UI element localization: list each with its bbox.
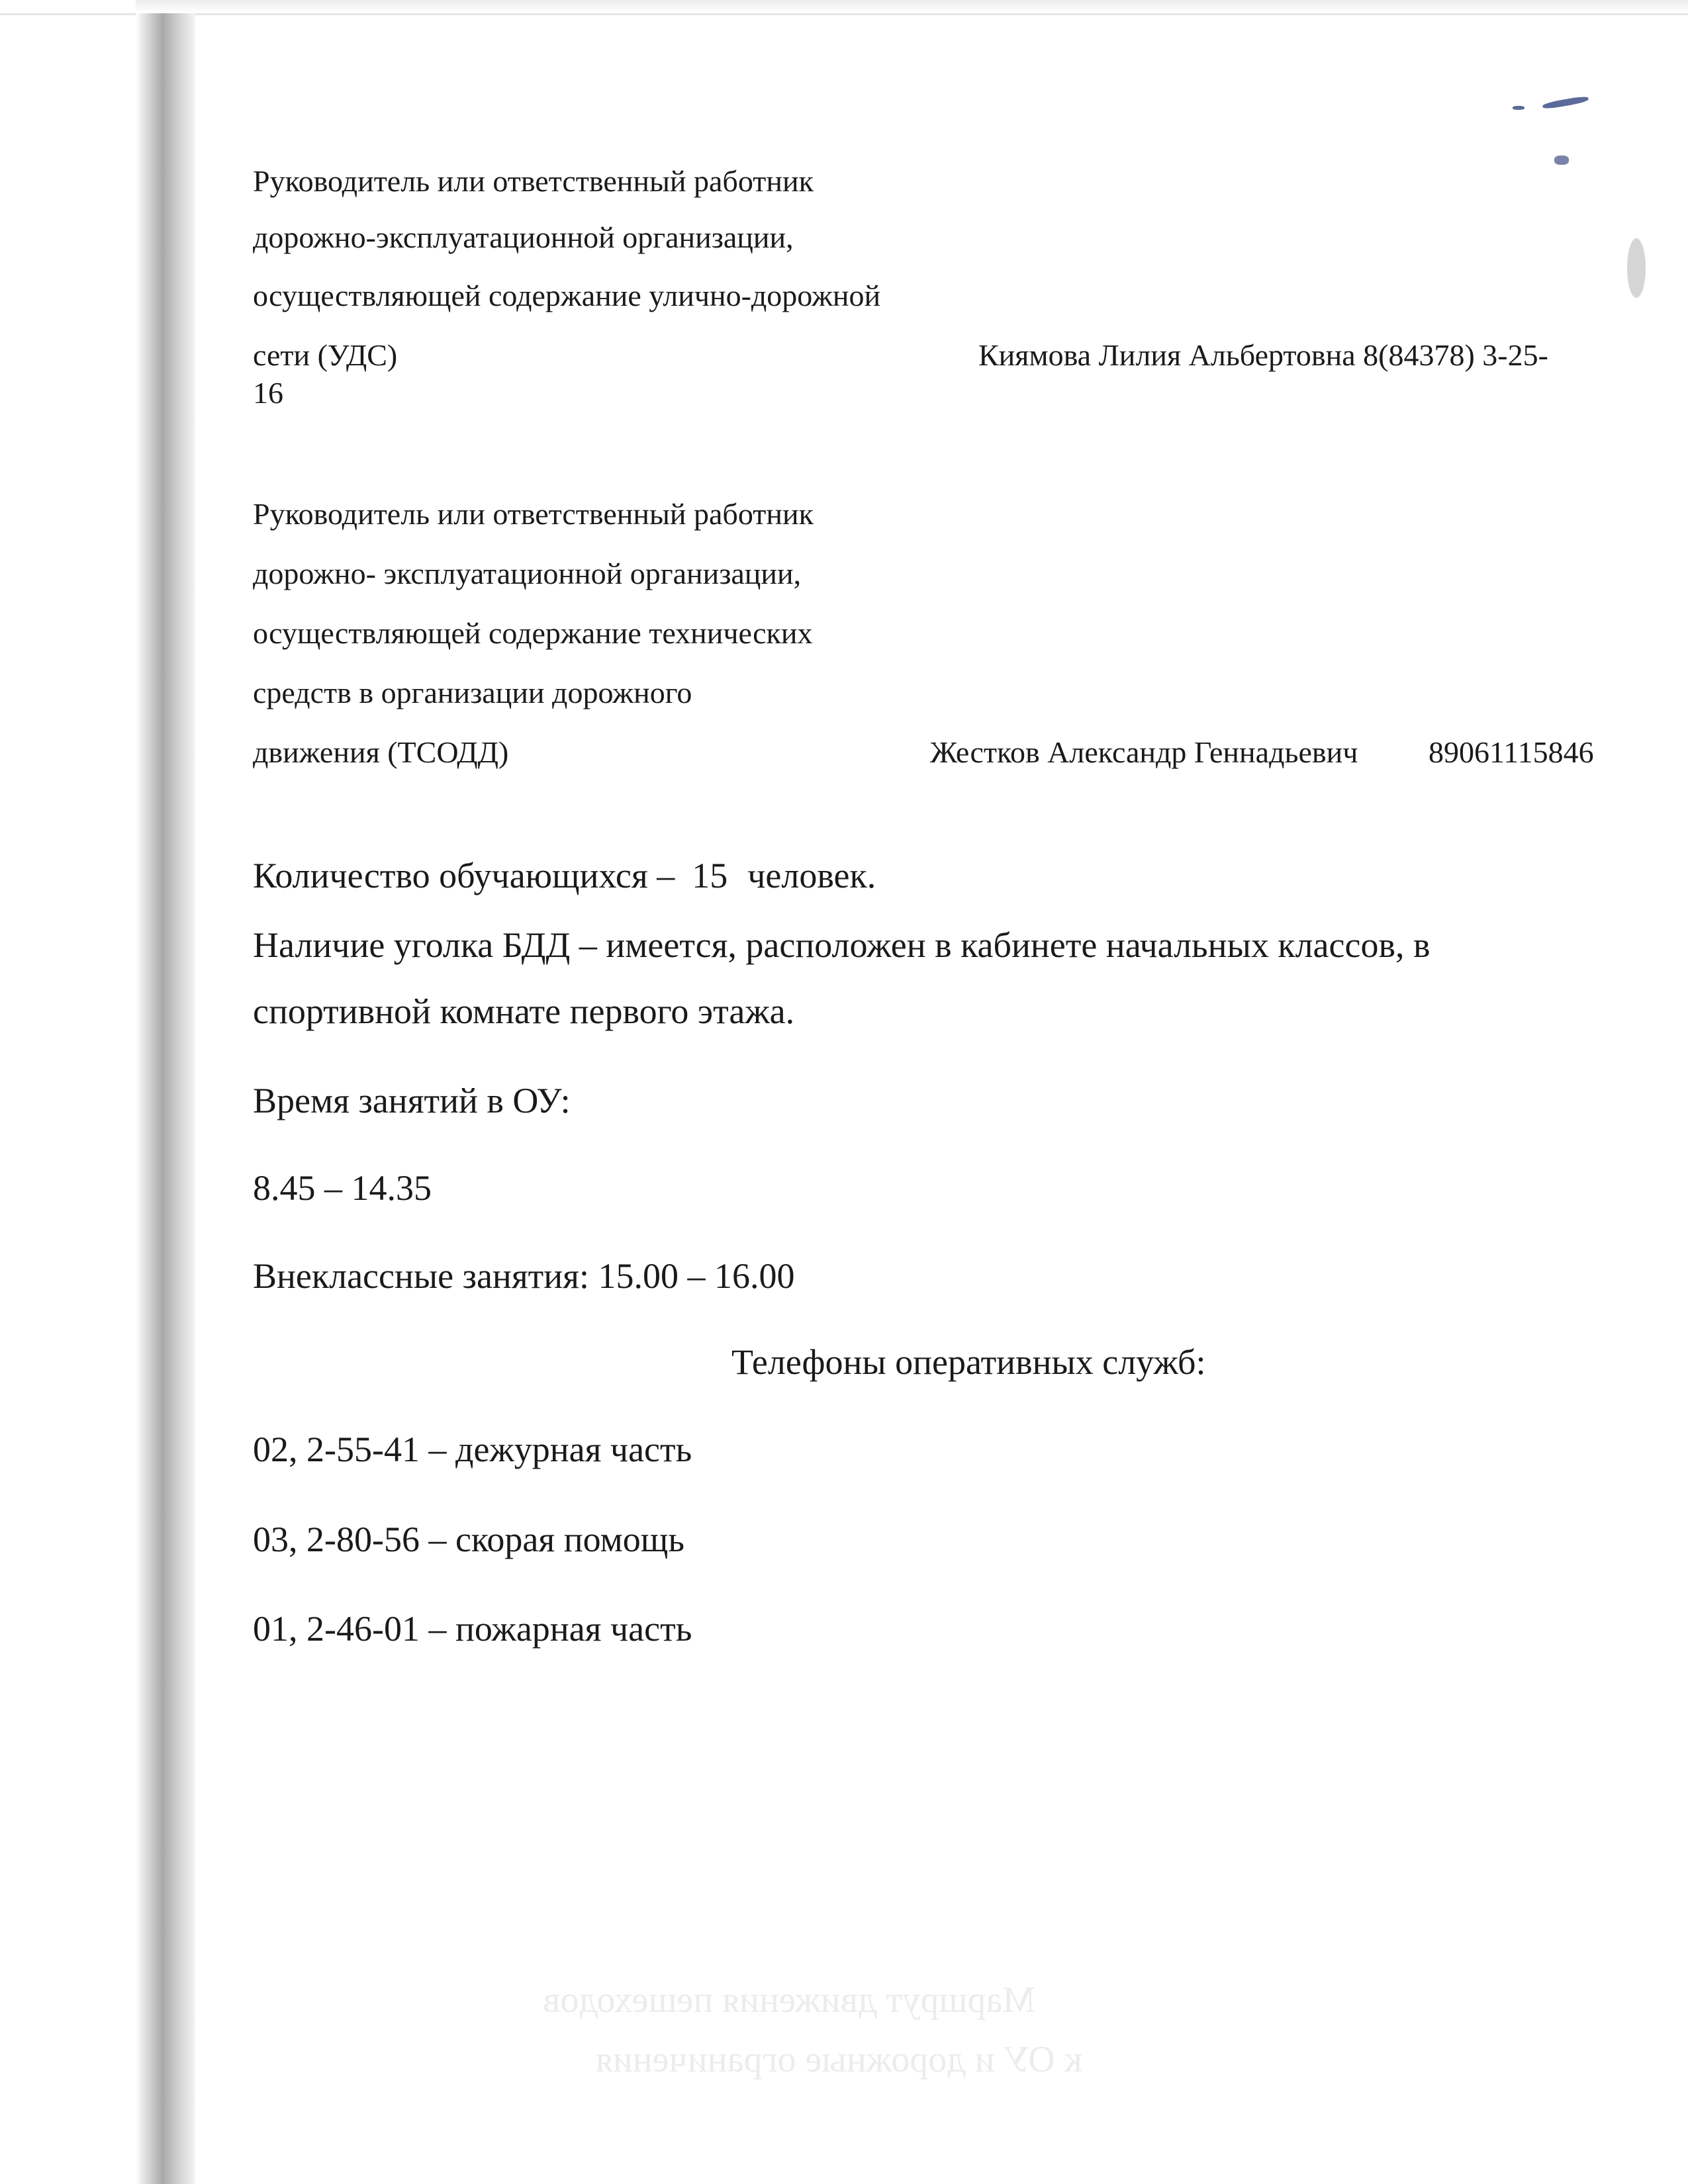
emergency-item-police: 02, 2-55-41 – дежурная часть <box>253 1430 692 1469</box>
students-count: 15 <box>692 856 728 895</box>
bleed-through-line-1: Маршрут движения пешеходов <box>543 1979 1036 2021</box>
emergency-heading: Телефоны оперативных служб: <box>731 1342 1206 1382</box>
scan-binding-shadow <box>136 13 195 2184</box>
contact-2-role-line-1: Руководитель или ответственный работник <box>253 497 814 531</box>
contact-2-role-line-4: средств в организации дорожного <box>253 676 692 709</box>
contact-2-role-line-5: движения (ТСОДД) <box>253 735 509 769</box>
students-prefix: Количество обучающихся – <box>253 856 675 895</box>
contact-2-person: Жестков Александр Геннадьевич <box>930 735 1358 769</box>
contact-1-role-line-3: осуществляющей содержание улично-дорожной <box>253 279 881 312</box>
contact-1-person: Киямова Лилия Альбертовна 8(84378) 3-25- <box>978 338 1548 372</box>
contact-2-role-line-3: осуществляющей содержание технических <box>253 616 813 650</box>
students-count-line <box>253 854 876 897</box>
contact-2-phone: 89061115846 <box>1429 735 1594 769</box>
corner-line-1: Наличие уголка БДД – имеется, расположен в кабинете начальных классов, в <box>253 925 1430 965</box>
contact-1-role-line-4: сети (УДС) <box>253 338 398 372</box>
ink-mark <box>1627 238 1646 298</box>
ink-mark <box>1542 95 1589 110</box>
contact-2-role-line-2: дорожно- эксплуатационной организации, <box>253 557 802 590</box>
schedule-extra: Внеклассные занятия: 15.00 – 16.00 <box>253 1256 795 1296</box>
corner-line-2: спортивной комнате первого этажа. <box>253 991 795 1031</box>
scan-top-shade <box>136 0 1688 13</box>
contact-1-role-line-1: Руководитель или ответственный работник <box>253 164 814 198</box>
bleed-through-line-2: к ОУ и дорожные ограничения <box>596 2039 1082 2080</box>
scan-top-line <box>0 13 1688 15</box>
ink-mark <box>1554 156 1569 165</box>
emergency-item-fire: 01, 2-46-01 – пожарная часть <box>253 1609 692 1649</box>
schedule-hours: 8.45 – 14.35 <box>253 1168 432 1208</box>
ink-mark <box>1513 106 1524 110</box>
schedule-label: Время занятий в ОУ: <box>253 1081 571 1120</box>
contact-1-role-line-2: дорожно-эксплуатационной организации, <box>253 220 794 254</box>
students-unit: человек. <box>747 856 876 895</box>
contact-1-phone-tail: 16 <box>253 376 283 410</box>
emergency-item-ambulance: 03, 2-80-56 – скорая помощь <box>253 1520 684 1559</box>
